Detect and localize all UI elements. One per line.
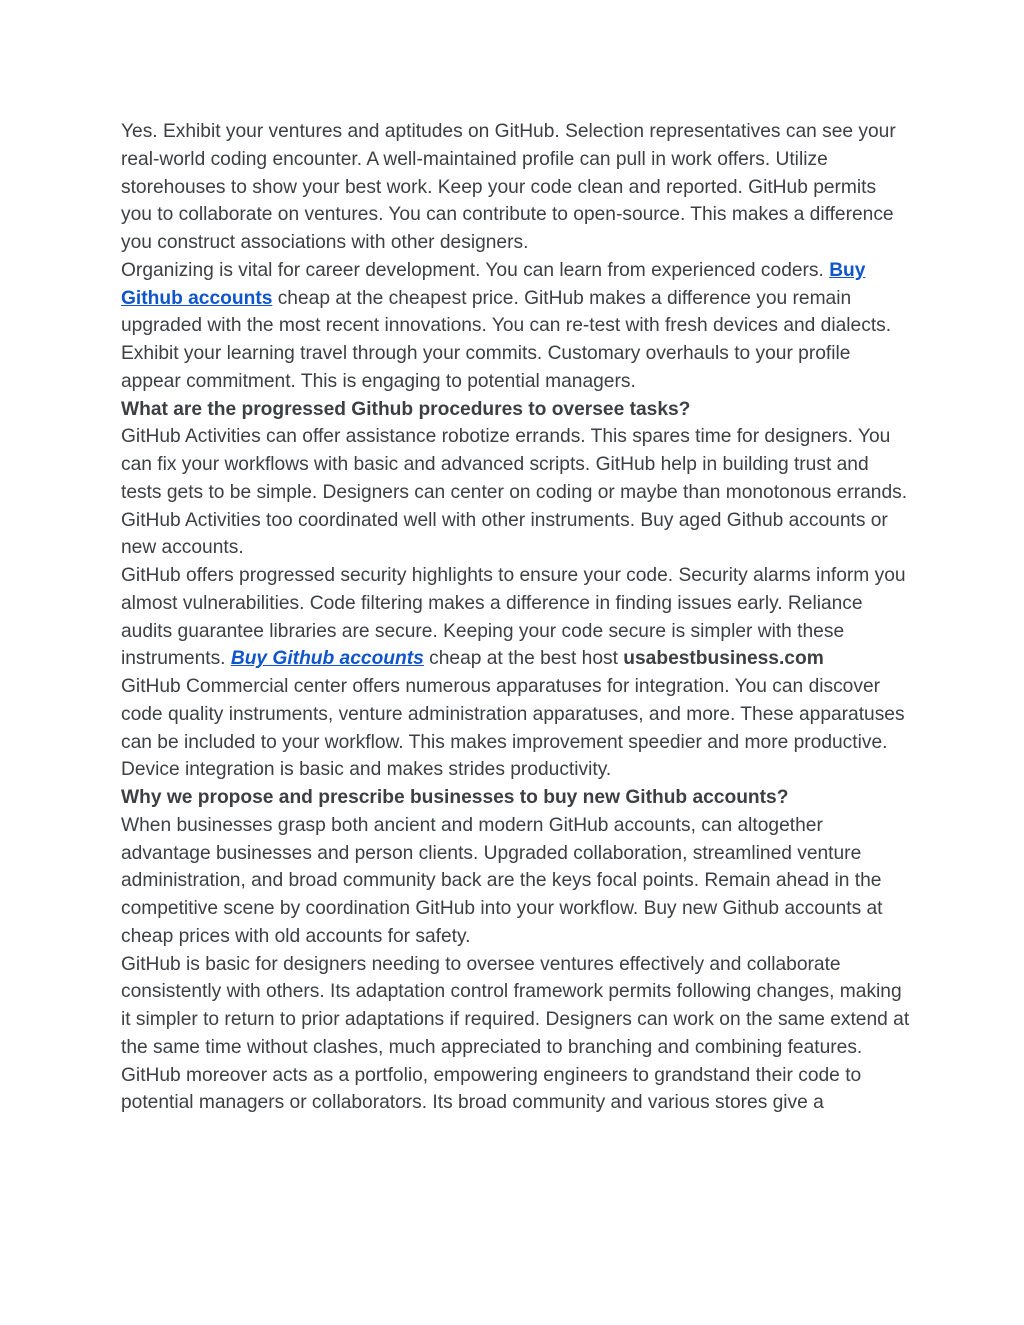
document-body bbox=[121, 118, 911, 1117]
paragraph-networking bbox=[121, 257, 911, 396]
paragraph-text: Organizing is vital for career development. You can learn from experienced coders. bbox=[121, 259, 830, 281]
site-name: usabestbusiness.com bbox=[623, 648, 824, 670]
buy-github-accounts-link-italic[interactable]: Buy Github accounts bbox=[230, 648, 424, 670]
paragraph-marketplace: GitHub Commercial center offers numerous apparatuses for integration. You can discover code quality instruments, venture administration apparatuses, and more. These apparatuses can be included to your workflow. This makes improvement speedier and more productive. Device integration is basic and makes strides productivity. bbox=[121, 676, 905, 781]
paragraph-text: cheap at the best host bbox=[423, 648, 624, 670]
paragraph-github-showcase: Yes. Exhibit your ventures and aptitudes on GitHub. Selection representatives can see your real-world coding encounter. A well-maintained profile can pull in work offers. Utilize storehouses to show your best work. Keep your code clean and reported. GitHub permits you to collaborate on ventures. You can contribute to open-source. This makes a difference you construct associations with other designers. bbox=[121, 121, 896, 253]
paragraph-text: cheap at the cheapest price. GitHub makes a difference you remain upgraded with the most recent innovations. You can re-test with fresh devices and dialects. Exhibit your learning travel through your commits. Customary overhauls to your profile appear commitment. This is engaging to potential managers. bbox=[121, 287, 892, 392]
paragraph-security bbox=[121, 562, 911, 673]
buy-github-accounts-link[interactable]: Buy Github accounts bbox=[121, 259, 866, 309]
paragraph-businesses: When businesses grasp both ancient and modern GitHub accounts, can altogether advantage businesses and person clients. Upgraded collaboration, streamlined venture administration, and broad community back are the keys focal points. Remain ahead in the competitive scene by coordination GitHub into your workflow. Buy new Github accounts at cheap prices with old accounts for safety. bbox=[121, 814, 883, 947]
paragraph-text: GitHub offers progressed security highlights to ensure your code. Security alarms inform you almost vulnerabilities. Code filtering makes a difference in finding issues early. Reliance audits guarantee libraries are secure. Keeping your code secure is simpler with these instruments. bbox=[121, 565, 906, 670]
paragraph-github-actions: GitHub Activities can offer assistance robotize errands. This spares time for designers. You can fix your workflows with basic and advanced scripts. GitHub help in building trust and tests gets to be simple. Designers can center on coding or maybe than monotonous errands. GitHub Activities too coordinated well with other instruments. Buy aged Github accounts or new accounts. bbox=[121, 426, 908, 559]
heading-why-buy: Why we propose and prescribe businesses to buy new Github accounts? bbox=[121, 787, 789, 808]
paragraph-version-control: GitHub is basic for designers needing to oversee ventures effectively and collaborate consistently with others. Its adaptation control framework permits following changes, making it simpler to return to prior adaptations if required. Designers can work on the same extend at the same time without clashes, much appreciated to branching and combining features. bbox=[121, 953, 910, 1058]
heading-advanced-procedures: What are the progressed Github procedures to oversee tasks? bbox=[121, 398, 691, 420]
paragraph-portfolio: GitHub moreover acts as a portfolio, empowering engineers to grandstand their code to potential managers or collaborators. Its broad community and various stores give a bbox=[121, 1064, 862, 1114]
